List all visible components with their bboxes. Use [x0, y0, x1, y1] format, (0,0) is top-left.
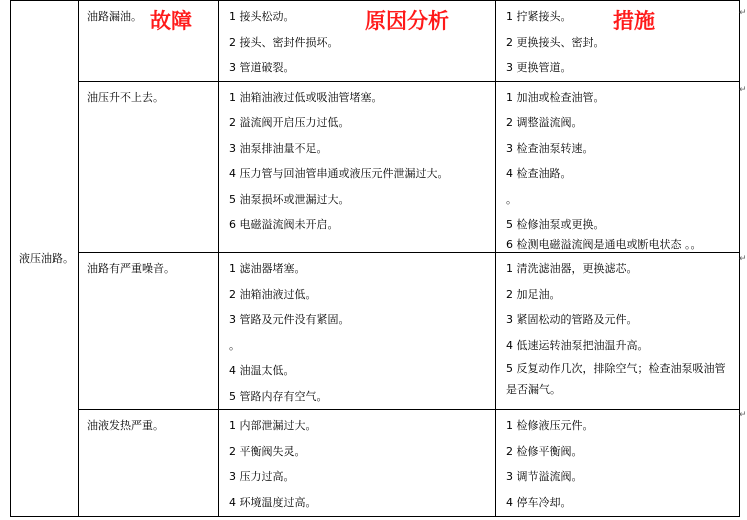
fault-cell	[79, 1, 219, 82]
fault-label: 油液发热严重。	[87, 419, 164, 432]
measure-item: 2 检修平衡阀。	[506, 444, 583, 458]
table-row	[11, 81, 740, 253]
table-row	[11, 253, 740, 410]
header-measure: 措施	[613, 9, 655, 33]
measure-item: 4 低速运转油泵把油温升高。	[506, 338, 649, 352]
cause-item: 3 油泵排油量不足。	[229, 141, 328, 155]
header-cause: 原因分析	[365, 9, 449, 33]
cause-item: 4 压力管与回油管串通或液压元件泄漏过大。	[229, 167, 449, 180]
measure-item: 3 检查油泵转速。	[506, 141, 594, 155]
table-row	[11, 410, 740, 517]
header-fault: 故障	[150, 9, 192, 33]
measure-item: 。	[506, 192, 517, 206]
cause-item: 2 平衡阀失灵。	[229, 444, 306, 458]
row-end-mark: ↵	[739, 85, 747, 95]
cause-item: 4 油温太低。	[229, 364, 295, 377]
cause-item: 3 管路及元件没有紧固。	[229, 313, 350, 326]
troubleshooting-table	[10, 0, 740, 517]
row-end-mark: ↵	[739, 8, 747, 18]
cause-item: 1 滤油器堵塞。	[229, 262, 306, 275]
cause-item: 5 油泵损坏或泄漏过大。	[229, 192, 350, 206]
cause-item: 1 内部泄漏过大。	[229, 419, 317, 432]
fault-label: 油路有严重噪音。	[87, 262, 175, 275]
measure-item: 6 检测电磁溢流阀是通电或断电状态 。。	[506, 238, 702, 251]
category-cell	[11, 1, 79, 517]
cause-cell	[219, 1, 496, 82]
measure-item: 5 检修油泵或更换。	[506, 218, 605, 231]
measure-item: 1 清洗滤油器，更换滤芯。	[506, 262, 638, 275]
fault-label: 油路漏油。	[87, 10, 142, 23]
measure-item: 1 加油或检查油管。	[506, 90, 605, 104]
measure-cell	[496, 81, 740, 253]
measure-item: 2 加足油。	[506, 287, 561, 301]
cause-item: 。	[229, 338, 240, 352]
cause-item: 2 溢流阀开启压力过低。	[229, 116, 350, 129]
cause-item: 5 管路内存有空气。	[229, 389, 328, 403]
measure-item: 2 更换接头、密封。	[506, 35, 605, 49]
cause-item: 1 接头松动。	[229, 10, 295, 23]
cause-cell	[219, 253, 496, 410]
measure-item: 2 调整溢流阀。	[506, 116, 583, 129]
measure-item: 1 检修液压元件。	[506, 419, 594, 432]
fault-cell	[79, 410, 219, 517]
cause-item: 6 电磁溢流阀未开启。	[229, 218, 339, 231]
cause-cell	[219, 81, 496, 253]
cause-item: 4 环境温度过高。	[229, 495, 317, 509]
row-end-mark: ↵	[739, 254, 747, 264]
measure-item: 1 拧紧接头。	[506, 10, 572, 23]
fault-label: 油压升不上去。	[87, 90, 164, 104]
measure-cell	[496, 410, 740, 517]
measure-item: 4 检查油路。	[506, 167, 572, 180]
measure-item: 3 更换管道。	[506, 61, 572, 74]
measure-item: 4 停车冷却。	[506, 495, 572, 509]
fault-cell	[79, 253, 219, 410]
measure-item: 3 紧固松动的管路及元件。	[506, 313, 638, 326]
measure-item: 3 调节溢流阀。	[506, 470, 583, 483]
measure-item: 5 反复动作几次，排除空气；检查油泵吸油管是否漏气。	[506, 362, 726, 396]
cause-cell	[219, 410, 496, 517]
cause-item: 2 接头、密封件损坏。	[229, 35, 339, 49]
row-end-mark: ↵	[739, 410, 747, 420]
cause-item: 3 压力过高。	[229, 470, 295, 483]
cause-item: 3 管道破裂。	[229, 61, 295, 74]
category-label: 液压油路。	[19, 252, 74, 265]
cause-item: 2 油箱油液过低。	[229, 287, 317, 301]
measure-cell	[496, 253, 740, 410]
cause-item: 1 油箱油液过低或吸油管堵塞。	[229, 90, 383, 104]
fault-cell	[79, 81, 219, 253]
